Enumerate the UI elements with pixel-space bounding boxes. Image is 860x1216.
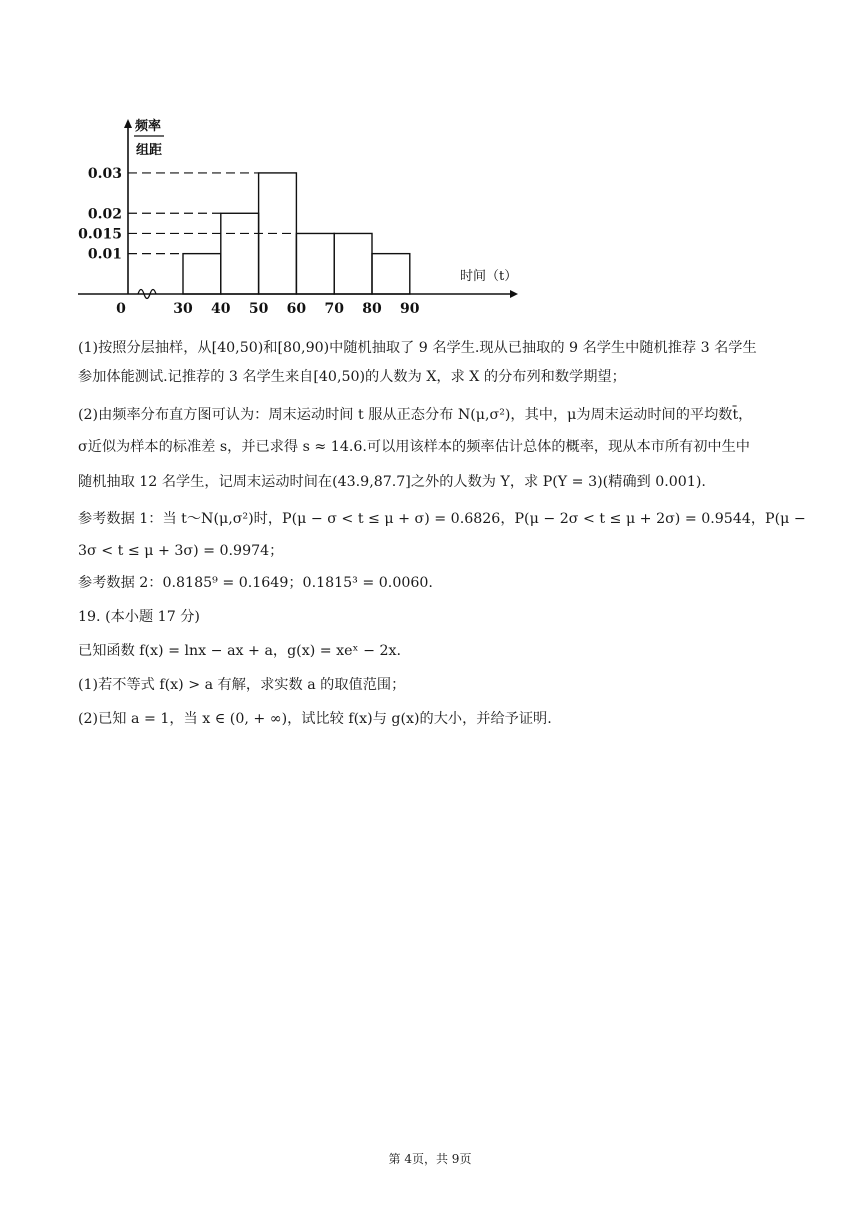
q18-part2-line: σ近似为样本的标准差 s，并已求得 s ≈ 14.6.可以用该样本的频率估计总体的概率，现从本市所有初中生中	[78, 439, 750, 455]
x-axis-label: 时间（t）	[460, 269, 518, 284]
reference-data-1-line: 3σ < t ≤ μ + 3σ) = 0.9974；	[78, 543, 284, 559]
y-axis-arrow	[124, 119, 132, 128]
q18-part2	[78, 400, 784, 500]
x-tick-label: 70	[324, 301, 344, 317]
q19-header: 19. (本小题 17 分)	[78, 609, 200, 625]
page-footer: 第 4页，共 9页	[388, 1152, 472, 1166]
y-tick-label: 0.03	[87, 165, 122, 182]
y-tick-label: 0.01	[87, 246, 122, 263]
x-axis-arrow	[510, 290, 518, 298]
reference-data-1-line: 参考数据 1：当 t～N(μ,σ²)时，P(μ − σ < t ≤ μ + σ) = 0.6826，P(μ − 2σ < t ≤ μ + 2σ) = 0.9544，P(μ −	[78, 511, 806, 527]
x-tick-label: 80	[362, 301, 382, 317]
q18-part1-line: (1)按照分层抽样，从[40,50)和[80,90)中随机抽取了 9 名学生.现从已抽取的 9 名学生中随机推荐 3 名学生	[78, 340, 757, 356]
q18-part1-line: 参加体能测试.记推荐的 3 名学生来自[40,50)的人数为 X，求 X 的分布列和数学期望；	[78, 369, 626, 385]
histogram-bar	[296, 233, 334, 294]
histogram-bar	[183, 254, 221, 294]
x-tick-label: 50	[248, 301, 269, 317]
origin-label: 0	[116, 301, 126, 317]
y-axis-label-denominator: 组距	[135, 143, 163, 158]
q18-part1	[78, 334, 784, 392]
y-axis-label-numerator: 频率	[134, 119, 162, 134]
y-tick-label: 0.015	[78, 226, 122, 243]
dashed-guide-lines	[128, 173, 296, 254]
frequency-histogram	[72, 112, 524, 318]
q19-given: 已知函数 f(x) = lnx − ax + a，g(x) = xeˣ − 2x.	[78, 643, 402, 659]
x-tick-label: 90	[400, 301, 420, 317]
q18-part2-line: (2)由频率分布直方图可认为：周末运动时间 t 服从正态分布 N(μ,σ²)，其中，μ为周末运动时间的平均数t̄，	[78, 407, 753, 423]
reference-data-2: 参考数据 2：0.8185⁹ = 0.1649；0.1815³ = 0.0060.	[78, 575, 433, 591]
histogram-bar	[372, 254, 410, 294]
q18-part2-line: 随机抽取 12 名学生，记周末运动时间在(43.9,87.7]之外的人数为 Y，求 P(Y = 3)(精确到 0.001).	[78, 474, 706, 490]
histogram-bar	[334, 233, 372, 294]
x-tick-label: 40	[211, 301, 231, 317]
histogram-bar	[221, 213, 259, 294]
y-tick-label: 0.02	[87, 206, 122, 223]
x-tick-label: 30	[173, 301, 193, 317]
reference-data-1	[78, 503, 806, 567]
q19-part1: (1)若不等式 f(x) > a 有解，求实数 a 的取值范围；	[78, 677, 406, 693]
q19-part2: (2)已知 a = 1，当 x ∈ (0, + ∞)，试比较 f(x)与 g(x)的大小，并给予证明.	[78, 711, 552, 727]
axis-labels	[78, 118, 517, 317]
x-tick-label: 60	[286, 301, 307, 317]
